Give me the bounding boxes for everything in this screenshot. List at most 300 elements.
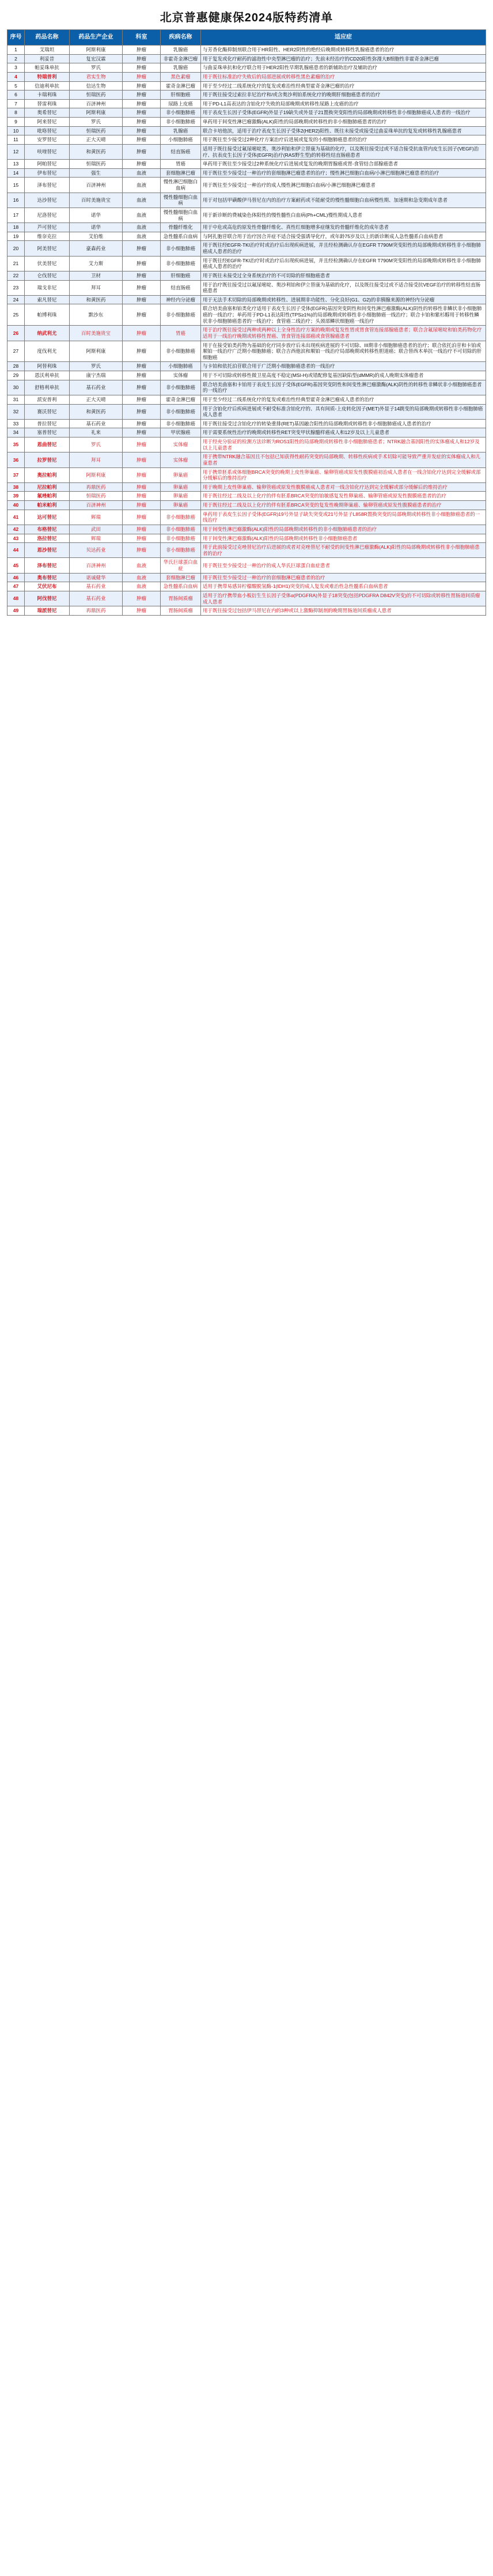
row-number-cell: 32	[7, 404, 25, 419]
department-cell: 肿瘤	[123, 428, 161, 437]
drug-name-cell: 阿来替尼	[25, 118, 70, 127]
row-number-cell: 30	[7, 380, 25, 395]
company-name-cell: 百济神州	[70, 99, 123, 108]
drug-name-cell: 纳武利尤	[25, 326, 70, 341]
page-title: 北京普惠健康保2024版特药清单	[160, 12, 333, 24]
company-name-cell: 拜耳	[70, 452, 123, 467]
drug-name-cell: 恩沃利单抗	[25, 371, 70, 380]
column-header-disease: 疾病名称	[161, 30, 201, 46]
row-number-cell: 38	[7, 482, 25, 492]
drug-name-cell: 替雷利珠	[25, 99, 70, 108]
company-name-cell: 基石药业	[70, 419, 123, 428]
department-cell: 血液	[123, 208, 161, 222]
row-number-cell: 27	[7, 341, 25, 362]
row-number-cell: 3	[7, 63, 25, 73]
row-number-cell: 42	[7, 525, 25, 534]
drug-name-cell: 维奈克拉	[25, 232, 70, 241]
table-row	[7, 72, 486, 81]
disease-name-cell: 胃肠间质瘤	[161, 591, 201, 606]
indication-cell: 用于携带NTRK融合基因且不包括已知获得性耐药突变的局部晚期、转移性疾病或手术切除可能导致严重并发症的实体瘤成人和儿童患者	[201, 452, 486, 467]
table-row	[7, 492, 486, 501]
indication-cell: 用于既往经EGFR-TKI治疗时或治疗后出现疾病进展，并且经检测确认存在EGFR T790M突变阳性的局部晚期或转移性非小细胞肺癌成人患者的治疗	[201, 256, 486, 271]
table-header-row	[7, 30, 486, 46]
table-row	[7, 160, 486, 169]
drug-name-cell: 瑞戈非尼	[25, 280, 70, 295]
table-row	[7, 295, 486, 304]
disease-name-cell: 非小细胞肺癌	[161, 241, 201, 256]
drug-name-cell: 安罗替尼	[25, 135, 70, 145]
row-number-cell: 12	[7, 144, 25, 159]
disease-name-cell: 霍奇金淋巴瘤	[161, 395, 201, 404]
department-cell: 肿瘤	[123, 482, 161, 492]
disease-name-cell: 非小细胞肺癌	[161, 404, 201, 419]
company-name-cell: 和黄医药	[70, 144, 123, 159]
table-row	[7, 144, 486, 159]
row-number-cell: 19	[7, 232, 25, 241]
drug-name-cell: 布格替尼	[25, 525, 70, 534]
row-number-cell: 26	[7, 326, 25, 341]
company-name-cell: 恒瑞医药	[70, 160, 123, 169]
department-cell: 肿瘤	[123, 295, 161, 304]
disease-name-cell: 非霍奇金淋巴瘤	[161, 54, 201, 63]
company-name-cell: 和黄医药	[70, 404, 123, 419]
indication-cell: 用于复发或化疗耐药的滤泡性中央型淋巴瘤的治疗；先前未经治疗的CD20阳性弥漫大B细胞性非霍奇金淋巴瘤	[201, 54, 486, 63]
drug-name-cell: 信迪利单抗	[25, 81, 70, 90]
department-cell: 肿瘤	[123, 591, 161, 606]
row-number-cell: 6	[7, 90, 25, 100]
table-row	[7, 126, 486, 135]
drug-name-cell: 达沙替尼	[25, 193, 70, 208]
company-name-cell: 复宏汉霖	[70, 54, 123, 63]
indication-cell: 用于无法手术切除的局部晚期或转移性、进展期非功能性、分化良好(G1、G2)的非胰腺来源的神经内分泌瘤	[201, 295, 486, 304]
drug-name-cell: 伏美替尼	[25, 256, 70, 271]
indication-cell: 用于中危或高危的原发性骨髓纤维化、真性红细胞增多症继发的骨髓纤维化的成年患者	[201, 223, 486, 232]
row-number-cell: 15	[7, 178, 25, 193]
disease-name-cell: 非小细胞肺癌	[161, 419, 201, 428]
table-row	[7, 582, 486, 591]
disease-name-cell: 非小细胞肺癌	[161, 543, 201, 558]
department-cell: 肿瘤	[123, 510, 161, 525]
department-cell: 血液	[123, 232, 161, 241]
department-cell: 肿瘤	[123, 467, 161, 482]
table-row	[7, 326, 486, 341]
drug-name-cell: 利妥昔	[25, 54, 70, 63]
company-name-cell: 百济神州	[70, 558, 123, 573]
table-row	[7, 208, 486, 222]
disease-name-cell: 结直肠癌	[161, 144, 201, 159]
drug-name-cell: 艾瑞坦	[25, 46, 70, 55]
disease-name-cell: 急性髓系白血病	[161, 232, 201, 241]
table-row	[7, 46, 486, 55]
disease-name-cell: 实体瘤	[161, 452, 201, 467]
department-cell: 血液	[123, 193, 161, 208]
department-cell: 肿瘤	[123, 395, 161, 404]
disease-name-cell: 甲状腺癌	[161, 428, 201, 437]
indication-cell: 用于既往标准治疗失败后的局部进展或转移性黑色素瘤的治疗	[201, 72, 486, 81]
disease-name-cell: 卵巢癌	[161, 492, 201, 501]
department-cell: 肿瘤	[123, 144, 161, 159]
row-number-cell: 16	[7, 193, 25, 208]
drug-name-cell: 氟唑帕利	[25, 492, 70, 501]
drug-name-cell: 奥希替尼	[25, 108, 70, 118]
row-number-cell: 46	[7, 573, 25, 582]
row-number-cell: 25	[7, 304, 25, 326]
table-row	[7, 404, 486, 419]
drug-name-cell: 度伐利尤	[25, 341, 70, 362]
department-cell: 肿瘤	[123, 81, 161, 90]
row-number-cell: 33	[7, 419, 25, 428]
table-row	[7, 452, 486, 467]
row-number-cell: 8	[7, 108, 25, 118]
row-number-cell: 40	[7, 501, 25, 510]
department-cell: 肿瘤	[123, 326, 161, 341]
disease-name-cell: 慢性髓细胞白血病	[161, 193, 201, 208]
disease-name-cell: 急性髓系白血病	[161, 582, 201, 591]
department-cell: 血液	[123, 178, 161, 193]
department-cell: 肿瘤	[123, 135, 161, 145]
row-number-cell: 35	[7, 437, 25, 452]
department-cell: 肿瘤	[123, 380, 161, 395]
table-row	[7, 380, 486, 395]
disease-name-cell: 非小细胞肺癌	[161, 304, 201, 326]
company-name-cell: 罗氏	[70, 362, 123, 371]
drug-name-cell: 芦可替尼	[25, 223, 70, 232]
company-name-cell: 百济神州	[70, 501, 123, 510]
indication-cell: 单药用于表皮生长因子受体(EGFR)19号外显子缺失突变或21号外显子L858R置换突变的局部晚期或转移性非小细胞肺癌患者的一线治疗	[201, 510, 486, 525]
department-cell: 肿瘤	[123, 72, 161, 81]
table-row	[7, 223, 486, 232]
table-row	[7, 271, 486, 280]
drug-name-cell: 卡瑞利珠	[25, 90, 70, 100]
drug-name-cell: 尼洛替尼	[25, 208, 70, 222]
disease-name-cell: 华氏巨球蛋白血症	[161, 558, 201, 573]
drug-name-cell: 伊布替尼	[25, 168, 70, 178]
indication-cell: 用于不可切除或转移性微卫星高度不稳定(MSI-H)或错配修复基因缺陷型(dMMR)的成人晚期实体瘤患者	[201, 371, 486, 380]
table-row	[7, 99, 486, 108]
company-name-cell: 基石药业	[70, 582, 123, 591]
table-row	[7, 606, 486, 616]
company-name-cell: 正大天晴	[70, 135, 123, 145]
indication-cell: 用于既往接受过含铂化疗的转染重排(RET)基因融合阳性的局部晚期或转移性非小细胞肺癌成人患者的治疗	[201, 419, 486, 428]
drug-name-cell: 舒格利单抗	[25, 380, 70, 395]
table-row	[7, 591, 486, 606]
department-cell: 肿瘤	[123, 341, 161, 362]
department-cell: 肿瘤	[123, 419, 161, 428]
indication-cell: 用于既往至少接受过2种化疗方案治疗后进展或复发的小细胞肺癌患者的治疗	[201, 135, 486, 145]
drug-name-cell: 奥布替尼	[25, 573, 70, 582]
indication-cell: 与曲妥珠单抗和化疗联合用于HER2阳性早期乳腺癌患者的新辅助治疗及辅助治疗	[201, 63, 486, 73]
disease-name-cell: 实体瘤	[161, 371, 201, 380]
row-number-cell: 45	[7, 558, 25, 573]
disease-name-cell: 非小细胞肺癌	[161, 534, 201, 543]
department-cell: 血液	[123, 582, 161, 591]
row-number-cell: 18	[7, 223, 25, 232]
company-name-cell: 恒瑞医药	[70, 126, 123, 135]
disease-name-cell: 乳腺癌	[161, 63, 201, 73]
row-number-cell: 2	[7, 54, 25, 63]
department-cell: 肿瘤	[123, 118, 161, 127]
indication-cell: 用于含铂化疗后疾病进展或不耐受标准含铂化疗的、具有间质-上皮转化因子(MET)外显子14跳变的局部晚期或转移性非小细胞肺癌成人患者	[201, 404, 486, 419]
company-name-cell: 阿斯利康	[70, 46, 123, 55]
row-number-cell: 29	[7, 371, 25, 380]
department-cell: 肿瘤	[123, 280, 161, 295]
drug-name-cell: 恩曲替尼	[25, 437, 70, 452]
department-cell: 肿瘤	[123, 54, 161, 63]
indication-cell: 用于在接受铂类药物为基础的化疗同步放疗后未出现疾病进展的不可切除、III期非小细胞肺癌患者的治疗；联合依托泊苷和卡铂或顺铂一线治疗广泛期小细胞肺癌；联合吉西他滨和顺铂一线治疗局部晚期或转移性胆道癌；联合替西木单抗一线治疗不可切除的肝细胞癌	[201, 341, 486, 362]
department-cell: 肿瘤	[123, 437, 161, 452]
column-header-company: 药品生产企业	[70, 30, 123, 46]
disease-name-cell: 骨髓纤维化	[161, 223, 201, 232]
disease-name-cell: 套细胞淋巴瘤	[161, 573, 201, 582]
row-number-cell: 22	[7, 271, 25, 280]
indication-cell: 用于既往接受过包括伊马替尼在内的3种或以上激酶抑制剂的晚期胃肠道间质瘤成人患者	[201, 606, 486, 616]
drug-name-cell: 阿替利珠	[25, 362, 70, 371]
department-cell: 血液	[123, 558, 161, 573]
table-row	[7, 525, 486, 534]
indication-cell: 适用于携带易感异柠檬酸脱氢酶-1(IDH1)突变的成人复发或难治性急性髓系白血病患者	[201, 582, 486, 591]
company-name-cell: 拜耳	[70, 280, 123, 295]
row-number-cell: 39	[7, 492, 25, 501]
column-header-number: 序号	[7, 30, 25, 46]
disease-name-cell: 尿路上皮癌	[161, 99, 201, 108]
disease-name-cell: 胃癌	[161, 160, 201, 169]
row-number-cell: 31	[7, 395, 25, 404]
row-number-cell: 48	[7, 591, 25, 606]
indication-cell: 用于间变性淋巴瘤激酶(ALK)阳性的局部晚期或转移性的非小细胞肺癌患者的治疗	[201, 525, 486, 534]
table-row	[7, 81, 486, 90]
row-number-cell: 24	[7, 295, 25, 304]
page	[0, 0, 493, 616]
table-row	[7, 573, 486, 582]
row-number-cell: 49	[7, 606, 25, 616]
indication-cell: 用于携带胚系或体细胞BRCA突变的晚期上皮性卵巢癌、输卵管癌或原发性腹膜癌初治成人患者在一线含铂化疗达到完全缓解或部分缓解后的维持治疗	[201, 467, 486, 482]
indication-cell: 联合卡培他滨，适用于治疗表皮生长因子受体2(HER2)阳性、既往未接受或接受过曲妥珠单抗的复发或转移性乳腺癌患者	[201, 126, 486, 135]
indication-cell: 用于既往经过二线及以上化疗的伴有胚系BRCA突变的复发性晚期卵巢癌、输卵管癌或原发性腹膜癌患者的治疗	[201, 501, 486, 510]
disease-name-cell: 非小细胞肺癌	[161, 118, 201, 127]
row-number-cell: 47	[7, 582, 25, 591]
company-name-cell: 恒瑞医药	[70, 492, 123, 501]
disease-name-cell: 卵巢癌	[161, 467, 201, 482]
disease-name-cell: 卵巢癌	[161, 482, 201, 492]
indication-cell: 单药用于间变性淋巴瘤激酶(ALK)阳性的局部晚期或转移性的非小细胞肺癌患者的治疗	[201, 118, 486, 127]
table-row	[7, 168, 486, 178]
table-row	[7, 135, 486, 145]
indication-cell: 用于治疗既往接受过以氟尿嘧啶、奥沙利铂和伊立替康为基础的化疗，以及既往接受过或不适合接受抗VEGF治疗的转移性结直肠癌患者	[201, 280, 486, 295]
row-number-cell: 21	[7, 256, 25, 271]
disease-name-cell: 小细胞肺癌	[161, 135, 201, 145]
company-name-cell: 基石药业	[70, 380, 123, 395]
department-cell: 肿瘤	[123, 271, 161, 280]
disease-name-cell: 霍奇金淋巴瘤	[161, 81, 201, 90]
indication-cell: 用于既往至少接受过一种治疗的成人华氏巨球蛋白血症患者	[201, 558, 486, 573]
row-number-cell: 23	[7, 280, 25, 295]
disease-name-cell: 非小细胞肺癌	[161, 341, 201, 362]
table-row	[7, 558, 486, 573]
department-cell: 肿瘤	[123, 492, 161, 501]
drug-name-cell: 恩沙替尼	[25, 543, 70, 558]
company-name-cell: 阿斯利康	[70, 467, 123, 482]
drug-name-cell: 阿美替尼	[25, 241, 70, 256]
column-header-indication: 适应症	[201, 30, 486, 46]
table-row	[7, 437, 486, 452]
disease-name-cell: 黑色素瘤	[161, 72, 201, 81]
row-number-cell: 17	[7, 208, 25, 222]
column-header-drug: 药品名称	[25, 30, 70, 46]
row-number-cell: 20	[7, 241, 25, 256]
indication-cell: 用于需要系统性治疗的晚期或转移性RET突变甲状腺髓样癌成人和12岁及以上儿童患者	[201, 428, 486, 437]
company-name-cell: 信达生物	[70, 81, 123, 90]
drug-name-cell: 特瑞普利	[25, 72, 70, 81]
company-name-cell: 罗氏	[70, 118, 123, 127]
company-name-cell: 基石药业	[70, 591, 123, 606]
drug-name-cell: 达可替尼	[25, 510, 70, 525]
company-name-cell: 贝达药业	[70, 543, 123, 558]
department-cell: 肿瘤	[123, 404, 161, 419]
department-cell: 肿瘤	[123, 452, 161, 467]
indication-cell: 用于既往接受过索拉非尼治疗和/或含奥沙利铂系统化疗的晚期肝细胞癌患者的治疗	[201, 90, 486, 100]
indication-cell: 用于PD-L1高表达的含铂化疗失败的局部晚期或转移性尿路上皮癌的治疗	[201, 99, 486, 108]
indication-cell: 联合培美曲塞和铂类化疗适用于表皮生长因子受体(EGFR)基因突变阴性和间变性淋巴瘤激酶(ALK)阴性的转移性非鳞状非小细胞肺癌的一线治疗；单药用于PD-L1表达阳性(TPS≥1%)的局部晚期或转移性非小细胞肺癌一线治疗；联合卡铂和紫杉醇用于转移性鳞状非小细胞肺癌患者的一线治疗；食管癌二线治疗；头颈部鳞状细胞癌一线治疗	[201, 304, 486, 326]
drug-name-cell: 洛拉替尼	[25, 534, 70, 543]
drug-name-cell: 尼拉帕利	[25, 482, 70, 492]
company-name-cell: 罗氏	[70, 63, 123, 73]
drug-name-cell: 阿伐替尼	[25, 591, 70, 606]
drug-name-cell: 帕妥珠单抗	[25, 63, 70, 73]
indication-cell: 用于既往至少接受过一种治疗的套细胞淋巴瘤患者的治疗；慢性淋巴细胞白血病/小淋巴细胞淋巴瘤患者的治疗	[201, 168, 486, 178]
row-number-cell: 34	[7, 428, 25, 437]
drug-name-cell: 瑞派替尼	[25, 606, 70, 616]
department-cell: 肿瘤	[123, 534, 161, 543]
table-row	[7, 304, 486, 326]
disease-name-cell: 实体瘤	[161, 437, 201, 452]
table-body	[7, 46, 486, 616]
disease-name-cell: 结直肠癌	[161, 280, 201, 295]
row-number-cell: 4	[7, 72, 25, 81]
table-row	[7, 510, 486, 525]
table-row	[7, 108, 486, 118]
indication-cell: 单药用于既往至少接受过2种系统化疗后进展或复发的晚期胃腺癌或胃-食管结合部腺癌患者	[201, 160, 486, 169]
drug-name-cell: 仑伐替尼	[25, 271, 70, 280]
company-name-cell: 百济神州	[70, 178, 123, 193]
company-name-cell: 百时美施贵宝	[70, 193, 123, 208]
indication-cell: 与阿扎胞苷联合用于治疗因合并症不适合接受强诱导化疗，或年龄75岁及以上的新诊断成人急性髓系白血病患者	[201, 232, 486, 241]
disease-name-cell: 肝细胞癌	[161, 271, 201, 280]
company-name-cell: 艾伯维	[70, 232, 123, 241]
company-name-cell: 正大天晴	[70, 395, 123, 404]
company-name-cell: 默沙东	[70, 304, 123, 326]
disease-name-cell: 非小细胞肺癌	[161, 380, 201, 395]
company-name-cell: 礼来	[70, 428, 123, 437]
indication-cell: 适用于既往接受过氟尿嘧啶类、奥沙利铂和伊立替康为基础的化疗，以及既往接受过或不适合接受抗血管内皮生长因子(VEGF)治疗、抗表皮生长因子受体(EGFR)治疗(RAS野生型)的转移性结直肠癌患者	[201, 144, 486, 159]
indication-cell: 与卡铂和依托泊苷联合用于广泛期小细胞肺癌患者的一线治疗	[201, 362, 486, 371]
company-name-cell: 艾力斯	[70, 256, 123, 271]
drug-name-cell: 艾伏尼布	[25, 582, 70, 591]
drug-name-cell: 阿帕替尼	[25, 160, 70, 169]
drug-name-cell: 索凡替尼	[25, 295, 70, 304]
row-number-cell: 7	[7, 99, 25, 108]
disease-name-cell: 卵巢癌	[161, 501, 201, 510]
row-number-cell: 14	[7, 168, 25, 178]
company-name-cell: 豪森药业	[70, 241, 123, 256]
row-number-cell: 36	[7, 452, 25, 467]
department-cell: 肿瘤	[123, 160, 161, 169]
drug-name-cell: 泽布替尼	[25, 178, 70, 193]
company-name-cell: 罗氏	[70, 437, 123, 452]
row-number-cell: 37	[7, 467, 25, 482]
department-cell: 肿瘤	[123, 606, 161, 616]
drug-name-cell: 派安普利	[25, 395, 70, 404]
table-row	[7, 178, 486, 193]
department-cell: 肿瘤	[123, 126, 161, 135]
drug-name-cell: 拉罗替尼	[25, 452, 70, 467]
table-row	[7, 118, 486, 127]
disease-name-cell: 非小细胞肺癌	[161, 108, 201, 118]
department-cell: 肿瘤	[123, 525, 161, 534]
indication-cell: 用于表皮生长因子受体(EGFR)外显子19缺失或外显子21置换突变阳性的局部晚期或转移性非小细胞肺癌成人患者的一线治疗	[201, 108, 486, 118]
company-name-cell: 辉瑞	[70, 534, 123, 543]
indication-cell: 适用于治疗携带血小板衍生生长因子受体α(PDGFRA)外显子18突变(包括PDGFRA D842V突变)的不可切除或转移性胃肠道间质瘤成人患者	[201, 591, 486, 606]
company-name-cell: 诺诚健华	[70, 573, 123, 582]
disease-name-cell: 乳腺癌	[161, 46, 201, 55]
indication-cell: 用于新诊断的费城染色体阳性的慢性髓性白血病(Ph+CML)慢性期成人患者	[201, 208, 486, 222]
indication-cell: 用于此前接受过克唑替尼治疗后进展的或者对克唑替尼不耐受的间变性淋巴瘤激酶(ALK)阳性的局部晚期或转移性非小细胞肺癌患者的治疗	[201, 543, 486, 558]
company-name-cell: 君实生物	[70, 72, 123, 81]
table-row	[7, 371, 486, 380]
table-row	[7, 467, 486, 482]
column-header-department: 科室	[123, 30, 161, 46]
drug-name-cell: 吡咯替尼	[25, 126, 70, 135]
disease-name-cell: 非小细胞肺癌	[161, 525, 201, 534]
indication-cell: 联合培美曲塞和卡铂用于表皮生长因子受体(EGFR)基因突变阴性和间变性淋巴瘤激酶(ALK)阴性的转移性非鳞状非小细胞肺癌患者的一线治疗	[201, 380, 486, 395]
table-row	[7, 395, 486, 404]
company-name-cell: 诺华	[70, 223, 123, 232]
table-row	[7, 419, 486, 428]
drug-list-table	[7, 29, 486, 616]
indication-cell: 用于既往经EGFR-TKI治疗时或治疗后出现疾病进展，并且经检测确认存在EGFR T790M突变阳性的局部晚期或转移性非小细胞肺癌成人患者的治疗	[201, 241, 486, 256]
indication-cell: 用于至少经过二线系统化疗的复发或难治性经典型霍奇金淋巴瘤的治疗	[201, 81, 486, 90]
drug-name-cell: 塞普替尼	[25, 428, 70, 437]
company-name-cell: 强生	[70, 168, 123, 178]
company-name-cell: 阿斯利康	[70, 108, 123, 118]
table-row	[7, 193, 486, 208]
department-cell: 肿瘤	[123, 371, 161, 380]
company-name-cell: 百时美施贵宝	[70, 326, 123, 341]
disease-name-cell: 小细胞肺癌	[161, 362, 201, 371]
drug-name-cell: 奥拉帕利	[25, 467, 70, 482]
row-number-cell: 44	[7, 543, 25, 558]
table-row	[7, 362, 486, 371]
company-name-cell: 恒瑞医药	[70, 90, 123, 100]
department-cell: 血液	[123, 573, 161, 582]
row-number-cell: 13	[7, 160, 25, 169]
table-row	[7, 280, 486, 295]
company-name-cell: 武田	[70, 525, 123, 534]
drug-name-cell: 帕米帕利	[25, 501, 70, 510]
disease-name-cell: 非小细胞肺癌	[161, 510, 201, 525]
table-row	[7, 501, 486, 510]
company-name-cell: 阿斯利康	[70, 341, 123, 362]
department-cell: 肿瘤	[123, 108, 161, 118]
drug-name-cell: 呋喹替尼	[25, 144, 70, 159]
disease-name-cell: 套细胞淋巴瘤	[161, 168, 201, 178]
indication-cell: 用于至少经过二线系统化疗的复发或难治性经典型霍奇金淋巴瘤成人患者的治疗	[201, 395, 486, 404]
company-name-cell: 卫材	[70, 271, 123, 280]
table-row	[7, 63, 486, 73]
department-cell: 肿瘤	[123, 241, 161, 256]
department-cell: 肿瘤	[123, 304, 161, 326]
indication-cell: 用于既往至少接受过一种治疗的成人慢性淋巴细胞白血病/小淋巴细胞淋巴瘤患者	[201, 178, 486, 193]
row-number-cell: 1	[7, 46, 25, 55]
